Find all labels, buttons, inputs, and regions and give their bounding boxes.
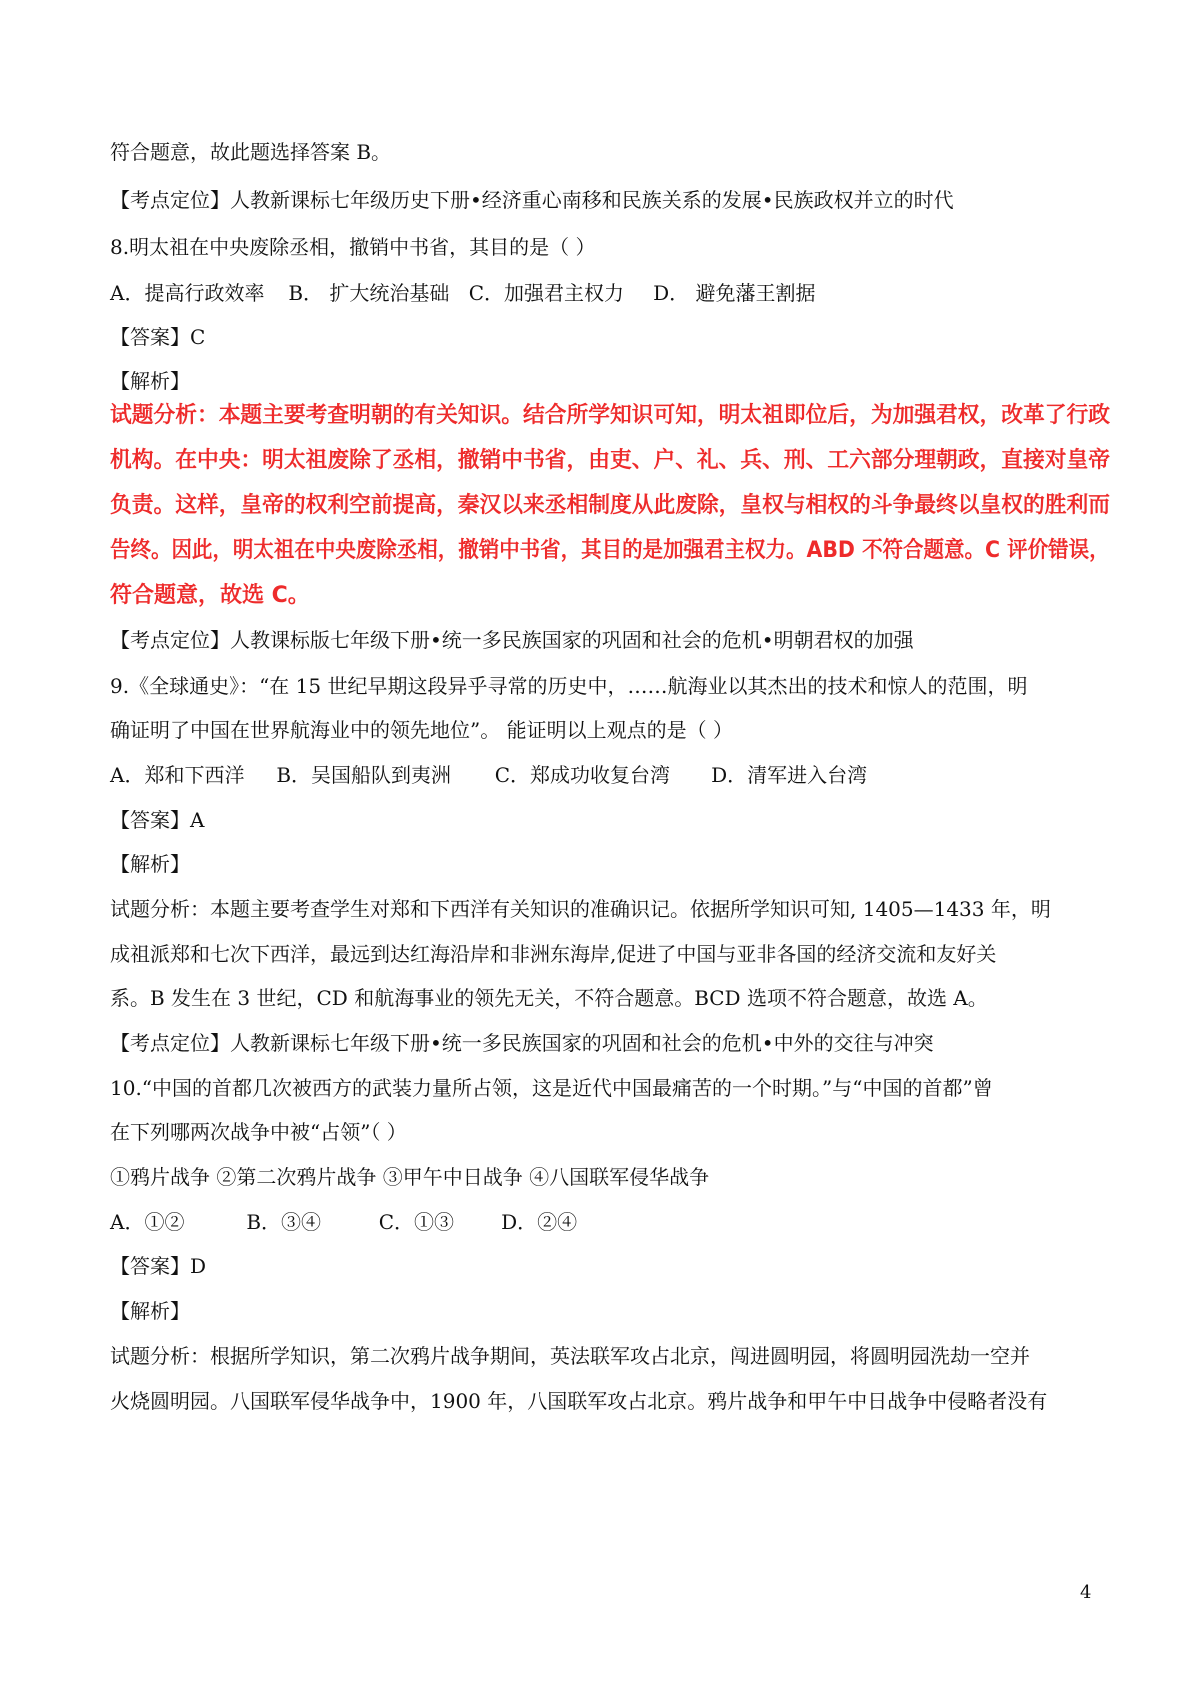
analysis-line: 系。B 发生在 3 世纪，CD 和航海事业的领先无关，不符合题意。BCD 选项不符合题意，故选 A。 [110,986,988,1010]
option-c: C．加强君主权力 [468,281,625,305]
question-8-options [110,279,815,307]
option-a: A．①② [110,1210,185,1234]
option-a: A．提高行政效率 [110,281,265,305]
analysis-heading: 【解析】 [110,852,190,876]
answer-line: 【答案】D [110,1254,207,1278]
question-10-options [110,1208,577,1236]
question-10: 10.“中国的首都几次被西方的武装力量所占领，这是近代中国最痛苦的一个时期。”与“中国的首都”曾 [110,1076,993,1100]
question-10-items: ①鸦片战争 ②第二次鸦片战争 ③甲午中日战争 ④八国联军侵华战争 [110,1165,710,1189]
answer-line: 【答案】A [110,808,205,832]
option-a: A．郑和下西洋 [110,763,245,787]
analysis-heading: 【解析】 [110,369,190,393]
question-10-cont: 在下列哪两次战争中被“占领”（ ） [110,1120,407,1144]
option-b: B．③④ [246,1210,322,1234]
text-line: 符合题意，故此题选择答案 B。 [110,140,392,164]
option-c: C．①③ [378,1210,455,1234]
analysis-line: 符合题意，故选 C。 [110,583,310,608]
option-b: B． 扩大统治基础 [288,281,450,305]
question-9-cont: 确证明了中国在世界航海业中的领先地位”。 能证明以上观点的是（ ） [110,718,733,742]
analysis-heading: 【解析】 [110,1299,190,1323]
option-b: B．吴国船队到夷洲 [276,763,452,787]
question-8: 8.明太祖在中央废除丞相，撤销中书省，其目的是（ ） [110,235,596,259]
option-c: C．郑成功收复台湾 [494,763,671,787]
answer-line: 【答案】C [110,325,206,349]
option-d: D．清军进入台湾 [711,763,868,787]
kaodian-line: 【考点定位】人教新课标七年级下册•统一多民族国家的巩固和社会的危机•中外的交往与冲突 [110,1031,934,1055]
option-d: D． 避免藩王割据 [653,281,816,305]
kaodian-line: 【考点定位】人教课标版七年级下册•统一多民族国家的巩固和社会的危机•明朝君权的加强 [110,628,914,652]
analysis-line: 负责。这样，皇帝的权利空前提高，秦汉以来丞相制度从此废除，皇权与相权的斗争最终以皇权的胜利而 [110,493,1110,518]
analysis-line: 试题分析：本题主要考查学生对郑和下西洋有关知识的准确识记。依据所学知识可知, 1405—1433 年，明 [110,897,1051,921]
analysis-line: 火烧圆明园。八国联军侵华战争中，1900 年，八国联军攻占北京。鸦片战争和甲午中日战争中侵略者没有 [110,1389,1048,1413]
analysis-line: 试题分析：本题主要考查明朝的有关知识。结合所学知识可知，明太祖即位后，为加强君权，改革了行政 [110,403,1110,428]
analysis-line: 试题分析：根据所学知识，第二次鸦片战争期间，英法联军攻占北京，闯进圆明园，将圆明园洗劫一空并 [110,1344,1030,1368]
analysis-line: 成祖派郑和七次下西洋，最远到达红海沿岸和非洲东海岸,促进了中国与亚非各国的经济交流和友好关 [110,942,997,966]
analysis-line: 机构。在中央：明太祖废除了丞相，撤销中书省，由吏、户、礼、兵、刑、工六部分理朝政，直接对皇帝 [110,448,1110,473]
question-9-options [110,761,867,789]
question-9: 9.《全球通史》：“在 15 世纪早期这段异乎寻常的历史中，……航海业以其杰出的技术和惊人的范围，明 [110,674,1028,698]
kaodian-line: 【考点定位】人教新课标七年级历史下册•经济重心南移和民族关系的发展•民族政权并立的时代 [110,188,954,212]
page-number: 4 [1080,1582,1092,1603]
analysis-line: 告终。因此，明太祖在中央废除丞相，撤销中书省，其目的是加强君主权力。ABD 不符合题意。C 评价错误， [110,538,1110,563]
option-d: D．②④ [501,1210,578,1234]
